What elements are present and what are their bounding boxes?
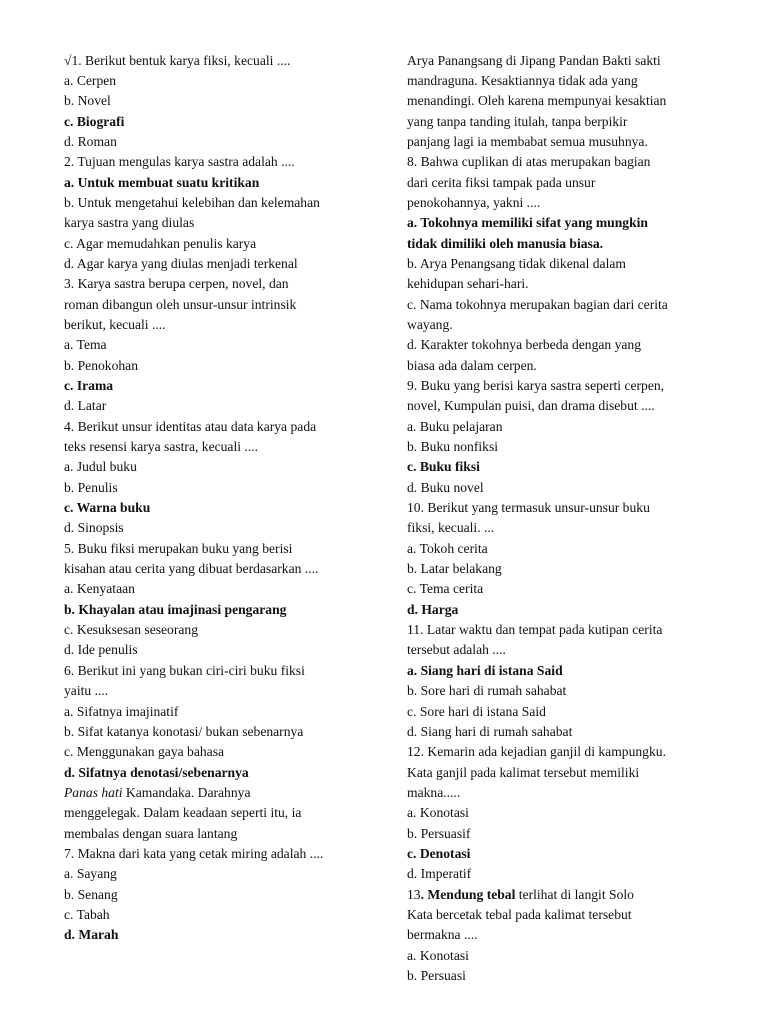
text-line (407, 234, 712, 254)
line-text: yaitu .... (64, 683, 109, 699)
text-line (407, 437, 712, 457)
text-line (64, 335, 364, 355)
line-text: tersebut adalah .... (407, 642, 506, 658)
line-text: c. Tema cerita (407, 581, 484, 597)
text-line (407, 91, 712, 111)
text-line (407, 925, 712, 945)
text-line (64, 437, 364, 457)
answer-key-text: b. Khayalan atau imajinasi pengarang (64, 601, 287, 617)
text-line (64, 518, 364, 538)
answer-key-text: tidak dimiliki oleh manusia biasa. (407, 235, 604, 251)
bold-phrase: . Mendung tebal (420, 886, 516, 902)
text-line (407, 885, 712, 905)
left-column (64, 51, 364, 946)
line-text: d. Imperatif (407, 866, 472, 882)
text-line (407, 173, 712, 193)
line-text: penokohannya, yakni .... (407, 194, 541, 210)
text-line (64, 905, 364, 925)
line-text: 6. Berikut ini yang bukan ciri-ciri buku fiksi (64, 662, 305, 678)
text-line (64, 396, 364, 416)
line-text: bermakna .... (407, 927, 478, 943)
line-text: 10. Berikut yang termasuk unsur-unsur buku (407, 500, 650, 516)
text-line (407, 478, 712, 498)
line-text: karya sastra yang diulas (64, 215, 195, 231)
line-text: terlihat di langit Solo (515, 886, 634, 902)
line-text: a. Tema (64, 337, 107, 353)
text-line (407, 498, 712, 518)
text-line (407, 417, 712, 437)
line-text: 5. Buku fiksi merupakan buku yang berisi (64, 540, 293, 556)
line-text: b. Untuk mengetahui kelebihan dan kelemahan (64, 194, 320, 210)
text-line (64, 315, 364, 335)
text-line (407, 702, 712, 722)
line-text: kehidupan sehari-hari. (407, 276, 529, 292)
text-line (407, 295, 712, 315)
line-text: b. Senang (64, 886, 118, 902)
answer-key-text: c. Denotasi (407, 845, 471, 861)
line-text: yang tanpa tanding itulah, tanpa berpikir (407, 113, 628, 129)
text-line (64, 417, 364, 437)
line-text: b. Latar belakang (407, 561, 502, 577)
text-line (407, 946, 712, 966)
text-line (64, 600, 364, 620)
line-text: Kamandaka. Darahnya (122, 784, 251, 800)
line-text: c. Nama tokohnya merupakan bagian dari cerita (407, 296, 668, 312)
text-line (64, 824, 364, 844)
text-line (407, 864, 712, 884)
text-line (64, 864, 364, 884)
answer-key-text: d. Sifatnya denotasi/sebenarnya (64, 764, 249, 780)
answer-key-text: c. Irama (64, 378, 114, 393)
line-text: d. Karakter tokohnya berbeda dengan yang (407, 337, 642, 353)
text-line (407, 681, 712, 701)
line-text: c. Sore hari di istana Said (407, 703, 546, 719)
line-text: teks resensi karya sastra, kecuali .... (64, 439, 259, 455)
text-line (407, 213, 712, 233)
text-line (64, 91, 364, 111)
text-line (407, 722, 712, 742)
line-text: menandingi. Oleh karena mempunyai kesaktian (407, 93, 667, 109)
text-line (407, 152, 712, 172)
text-line (407, 844, 712, 864)
text-line (64, 132, 364, 152)
text-line (407, 640, 712, 660)
line-text: b. Sore hari di rumah sahabat (407, 683, 567, 699)
line-text: a. Cerpen (64, 72, 117, 88)
answer-key-text: c. Biografi (64, 113, 125, 129)
question-number: 13 (407, 886, 421, 902)
line-text: a. Buku pelajaran (407, 418, 503, 434)
line-text: 11. Latar waktu dan tempat pada kutipan cerita (407, 622, 663, 638)
line-text: menggelegak. Dalam keadaan seperti itu, ia (64, 805, 302, 821)
line-text: a. Judul buku (64, 459, 137, 475)
text-line (407, 600, 712, 620)
text-line (407, 742, 712, 762)
line-text: d. Siang hari di rumah sahabat (407, 723, 573, 739)
text-line (64, 274, 364, 294)
text-line (64, 193, 364, 213)
line-text: d. Latar (64, 398, 107, 414)
answer-key-text: c. Warna buku (64, 500, 151, 516)
answer-key-text: d. Marah (64, 927, 119, 943)
text-line (407, 71, 712, 91)
text-line (407, 315, 712, 335)
text-line (64, 234, 364, 254)
text-line (64, 498, 364, 518)
text-line (64, 173, 364, 193)
text-line (407, 620, 712, 640)
line-text: c. Menggunakan gaya bahasa (64, 744, 225, 760)
text-line (64, 71, 364, 91)
text-line (64, 152, 364, 172)
right-column (407, 51, 712, 987)
text-line (407, 356, 712, 376)
text-line (64, 702, 364, 722)
line-text: novel, Kumpulan puisi, dan drama disebut .... (407, 398, 655, 414)
text-line (64, 640, 364, 660)
line-text: kisahan atau cerita yang dibuat berdasarkan .... (64, 561, 319, 577)
text-line (64, 885, 364, 905)
text-line (64, 356, 364, 376)
line-text: b. Penulis (64, 479, 118, 495)
line-text: b. Persuasif (407, 825, 471, 841)
line-text: a. Tokoh cerita (407, 540, 488, 556)
line-text: c. Tabah (64, 906, 110, 922)
text-line (407, 518, 712, 538)
text-line (407, 335, 712, 355)
line-text: Arya Panangsang di Jipang Pandan Bakti sakti (407, 52, 661, 68)
line-text: b. Persuasi (407, 967, 466, 983)
text-line (64, 559, 364, 579)
text-line (407, 803, 712, 823)
line-text: d. Sinopsis (64, 520, 124, 536)
line-text: 12. Kemarin ada kejadian ganjil di kampungku. (407, 744, 666, 760)
line-text: a. Sifatnya imajinatif (64, 703, 179, 719)
text-line (64, 376, 364, 396)
answer-key-text: c. Buku fiksi (407, 459, 480, 475)
line-text: a. Konotasi (407, 805, 469, 821)
text-line (64, 783, 364, 803)
line-text: d. Ide penulis (64, 642, 138, 658)
text-line (407, 661, 712, 681)
text-line (407, 457, 712, 477)
line-text: biasa ada dalam cerpen. (407, 357, 537, 373)
line-text: c. Agar memudahkan penulis karya (64, 235, 257, 251)
line-text: c. Kesuksesan seseorang (64, 622, 199, 638)
line-text: membalas dengan suara lantang (64, 825, 238, 841)
text-line (407, 763, 712, 783)
line-text: d. Agar karya yang diulas menjadi terkenal (64, 255, 298, 271)
text-line (64, 763, 364, 783)
text-line (64, 681, 364, 701)
line-text: 7. Makna dari kata yang cetak miring adalah .... (64, 845, 324, 861)
text-line (64, 925, 364, 945)
text-line (407, 579, 712, 599)
text-line (64, 803, 364, 823)
text-line (407, 396, 712, 416)
answer-key-text: a. Untuk membuat suatu kritikan (64, 174, 260, 190)
text-line (407, 559, 712, 579)
text-line (64, 539, 364, 559)
line-text: b. Sifat katanya konotasi/ bukan sebenarnya (64, 723, 304, 739)
text-line (64, 51, 364, 71)
italic-phrase: Panas hati (64, 784, 123, 800)
text-line (64, 579, 364, 599)
text-line (64, 742, 364, 762)
answer-key-text: d. Harga (407, 601, 459, 617)
line-text: a. Kenyataan (64, 581, 135, 597)
text-line (64, 112, 364, 132)
line-text: b. Buku nonfiksi (407, 439, 499, 455)
line-text: √1. Berikut bentuk karya fiksi, kecuali .... (64, 52, 291, 68)
text-line (407, 539, 712, 559)
line-text: d. Buku novel (407, 479, 484, 495)
text-line (407, 376, 712, 396)
line-text: a. Sayang (64, 866, 117, 882)
line-text: a. Konotasi (407, 947, 469, 963)
text-line (64, 295, 364, 315)
line-text: b. Arya Penangsang tidak dikenal dalam (407, 255, 626, 271)
line-text: berikut, kecuali .... (64, 316, 166, 332)
line-text: b. Novel (64, 93, 111, 109)
text-line (407, 783, 712, 803)
line-text: roman dibangun oleh unsur-unsur intrinsik (64, 296, 297, 312)
line-text: 9. Buku yang berisi karya sastra seperti cerpen, (407, 378, 665, 393)
line-text: 2. Tujuan mengulas karya sastra adalah .... (64, 154, 295, 170)
line-text: panjang lagi ia membabat semua musuhnya. (407, 133, 648, 149)
text-line (407, 132, 712, 152)
line-text: 3. Karya sastra berupa cerpen, novel, dan (64, 276, 289, 292)
line-text: fiksi, kecuali. ... (407, 520, 495, 536)
text-line (407, 193, 712, 213)
text-line (64, 661, 364, 681)
text-line (64, 213, 364, 233)
text-line (64, 478, 364, 498)
line-text: wayang. (407, 316, 453, 332)
line-text: 4. Berikut unsur identitas atau data karya pada (64, 418, 317, 434)
text-line (64, 722, 364, 742)
answer-key-text: a. Siang hari di istana Said (407, 662, 563, 678)
text-line (407, 254, 712, 274)
line-text: Kata bercetak tebal pada kalimat tersebut (407, 906, 632, 922)
line-text: dari cerita fiksi tampak pada unsur (407, 174, 596, 190)
text-line (407, 966, 712, 986)
line-text: 8. Bahwa cuplikan di atas merupakan bagian (407, 154, 651, 170)
line-text: d. Roman (64, 133, 117, 149)
answer-key-text: a. Tokohnya memiliki sifat yang mungkin (407, 215, 648, 231)
text-line (64, 844, 364, 864)
line-text: b. Penokohan (64, 357, 139, 373)
text-line (64, 620, 364, 640)
text-line (407, 274, 712, 294)
text-line (407, 905, 712, 925)
line-text: mandraguna. Kesaktiannya tidak ada yang (407, 72, 638, 88)
line-text: makna..... (407, 784, 461, 800)
text-line (64, 457, 364, 477)
text-line (407, 112, 712, 132)
line-text: Kata ganjil pada kalimat tersebut memiliki (407, 764, 640, 780)
text-line (64, 254, 364, 274)
text-line (407, 824, 712, 844)
text-line (407, 51, 712, 71)
